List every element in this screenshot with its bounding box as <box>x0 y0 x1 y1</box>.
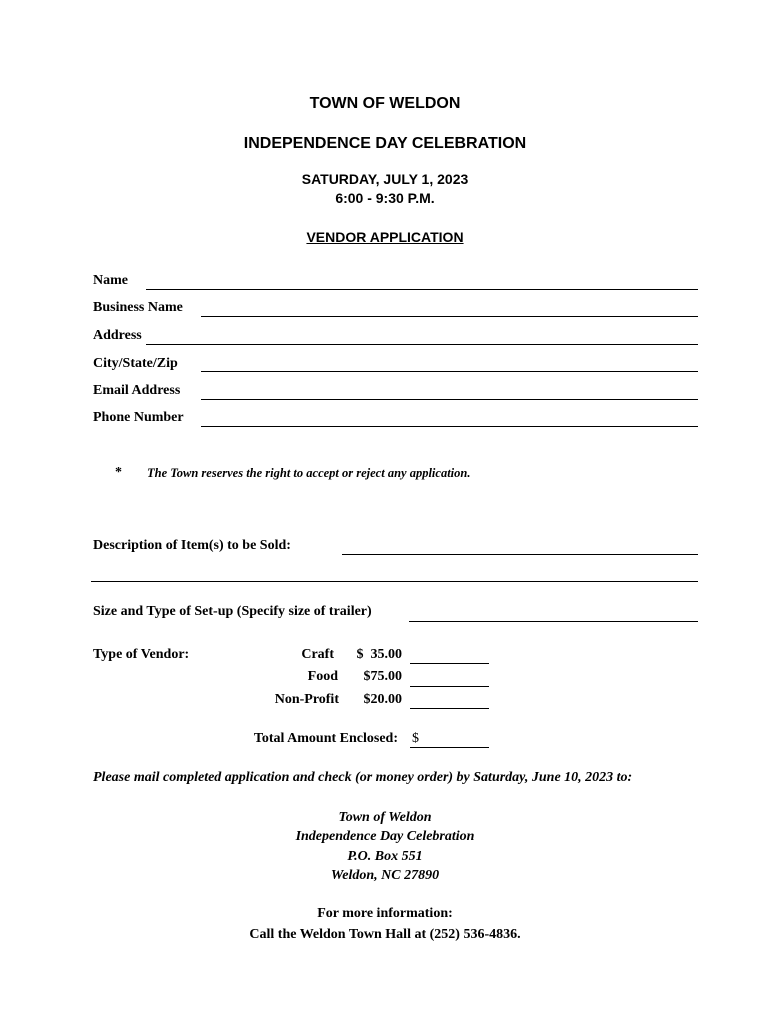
city-state-zip-field[interactable] <box>201 371 698 372</box>
description-field[interactable] <box>342 554 698 555</box>
address-line-1: Town of Weldon <box>338 810 432 825</box>
contact-phone: Call the Weldon Town Hall at (252) 536-4836. <box>249 927 521 942</box>
address-label: Address <box>93 328 142 343</box>
vendor-type-food: Food <box>307 669 338 684</box>
name-label: Name <box>93 273 128 288</box>
business-name-field[interactable] <box>201 316 698 317</box>
vendor-type-craft: Craft <box>301 647 334 662</box>
form-title: VENDOR APPLICATION <box>306 229 464 245</box>
vendor-type-non-profit: Non-Profit <box>274 692 339 707</box>
food-amount-field[interactable] <box>410 686 489 687</box>
address-line-2: Independence Day Celebration <box>295 829 475 844</box>
total-amount-field[interactable] <box>410 747 489 748</box>
setup-field[interactable] <box>409 621 698 622</box>
name-field[interactable] <box>146 289 698 290</box>
setup-label: Size and Type of Set-up (Specify size of trailer) <box>93 604 372 619</box>
event-time: 6:00 - 9:30 P.M. <box>335 190 435 206</box>
event-title: INDEPENDENCE DAY CELEBRATION <box>243 135 527 152</box>
price-food: $75.00 <box>363 669 402 684</box>
total-label: Total Amount Enclosed: <box>253 731 398 746</box>
mail-instructions: Please mail completed application and check (or money order) by Saturday, June 10, 2023 to: <box>93 770 633 785</box>
notice-bullet: * <box>115 465 122 480</box>
address-line-4: Weldon, NC 27890 <box>330 868 440 883</box>
craft-amount-field[interactable] <box>410 663 489 664</box>
address-line-3: P.O. Box 551 <box>347 849 423 864</box>
price-non-profit: $20.00 <box>363 692 402 707</box>
non-profit-amount-field[interactable] <box>410 708 489 709</box>
phone-field[interactable] <box>201 426 698 427</box>
vendor-type-label: Type of Vendor: <box>93 647 190 662</box>
town-title: TOWN OF WELDON <box>309 95 461 112</box>
price-craft: $ 35.00 <box>356 647 402 662</box>
city-state-zip-label: City/State/Zip <box>93 356 178 371</box>
address-field[interactable] <box>146 344 698 345</box>
phone-label: Phone Number <box>93 410 184 425</box>
email-label: Email Address <box>93 383 181 398</box>
event-date: SATURDAY, JULY 1, 2023 <box>301 171 469 187</box>
description-label: Description of Item(s) to be Sold: <box>93 538 291 553</box>
total-currency: $ <box>412 731 419 746</box>
business-name-label: Business Name <box>93 300 183 315</box>
description-field-continued[interactable] <box>91 581 698 582</box>
contact-heading: For more information: <box>317 906 453 921</box>
notice-text: The Town reserves the right to accept or reject any application. <box>147 466 471 480</box>
email-field[interactable] <box>201 399 698 400</box>
